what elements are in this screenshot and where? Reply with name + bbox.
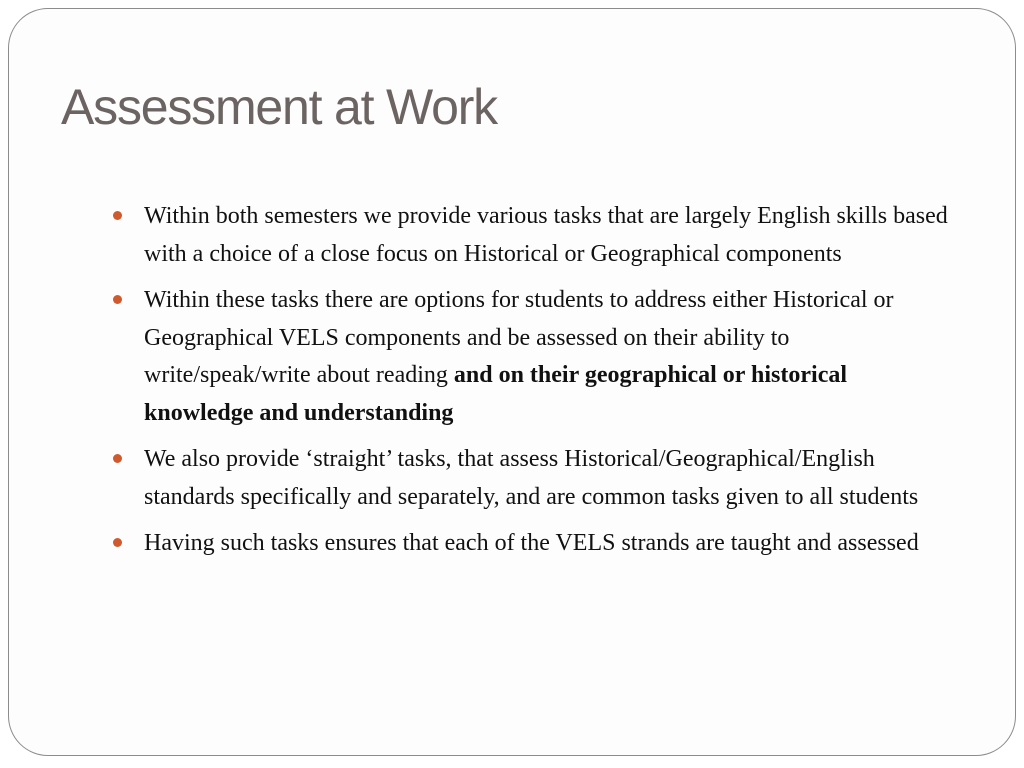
bullet-dot-icon	[113, 295, 122, 304]
bullet-text: We also provide ‘straight’ tasks, that assess Historical/Geographical/English standards specifically and separately, and are common tasks given to all students	[144, 446, 919, 510]
bullet-item	[113, 441, 948, 516]
bullet-text: Within these tasks there are options for students to address either Historical or Geographical VELS components and be assessed on their ability to write/speak/write about reading	[144, 287, 894, 388]
bullet-item	[113, 282, 948, 432]
bullet-dot-icon	[113, 211, 122, 220]
bullet-bold-text: and on their geographical or historical knowledge and understanding	[144, 362, 848, 426]
slide-title: Assessment at Work	[61, 79, 497, 135]
bullet-list	[113, 198, 948, 572]
bullet-text: Within both semesters we provide various tasks that are largely English skills based with a choice of a close focus on Historical or Geographical components	[144, 203, 948, 267]
bullet-dot-icon	[113, 454, 122, 463]
bullet-item	[113, 525, 948, 563]
bullet-text: Having such tasks ensures that each of the VELS strands are taught and assessed	[144, 530, 919, 556]
bullet-item	[113, 198, 948, 273]
bullet-dot-icon	[113, 538, 122, 547]
